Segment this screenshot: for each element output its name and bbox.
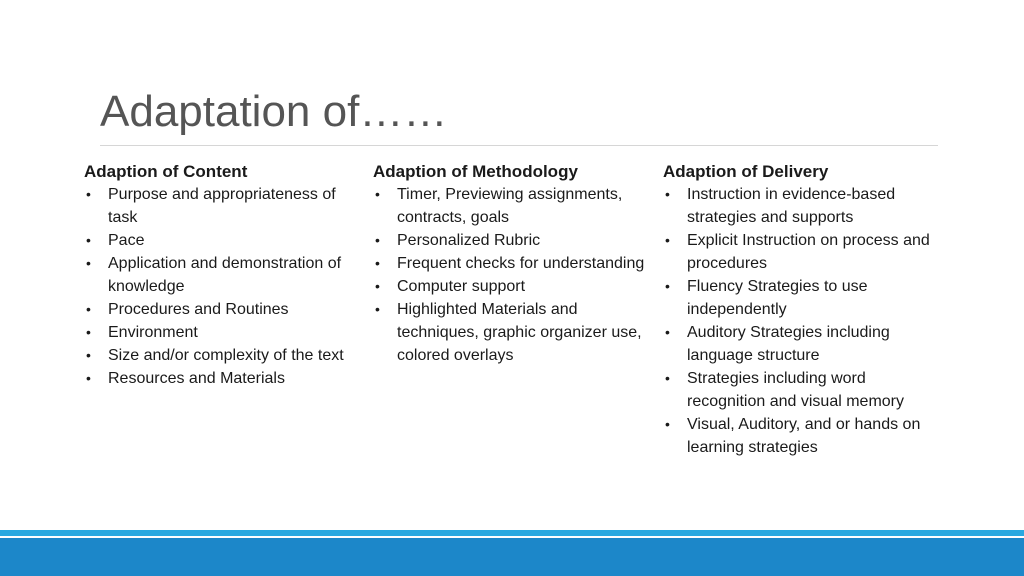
footer-bar xyxy=(0,538,1024,576)
column-heading-delivery: Adaption of Delivery xyxy=(663,162,829,181)
list-item xyxy=(84,183,359,229)
bullet-icon: • xyxy=(665,278,670,294)
bullet-list-delivery xyxy=(663,183,948,459)
list-item-text: Resources and Materials xyxy=(108,370,285,387)
bullet-icon: • xyxy=(665,186,670,202)
bullet-icon: • xyxy=(86,301,91,317)
list-item-text: Personalized Rubric xyxy=(397,232,541,249)
list-item-text: Fluency Strategies to use independently xyxy=(687,278,868,318)
bullet-icon: • xyxy=(86,324,91,340)
list-item xyxy=(373,298,648,367)
list-item-text: Highlighted Materials and techniques, graphic organizer use, colored overlays xyxy=(397,301,642,364)
bullet-icon: • xyxy=(375,255,380,271)
bullet-icon: • xyxy=(86,232,91,248)
list-item xyxy=(373,252,648,275)
list-item-text: Pace xyxy=(108,232,145,249)
list-item xyxy=(663,321,948,367)
list-item xyxy=(84,367,359,390)
column-methodology xyxy=(373,160,648,367)
list-item xyxy=(84,252,359,298)
footer-accent-stripe xyxy=(0,530,1024,536)
list-item-text: Visual, Auditory, and or hands on learning strategies xyxy=(687,416,921,456)
bullet-icon: • xyxy=(665,324,670,340)
list-item xyxy=(663,229,948,275)
column-heading-content: Adaption of Content xyxy=(84,162,248,181)
list-item-text: Application and demonstration of knowledge xyxy=(108,255,342,295)
list-item xyxy=(373,229,648,252)
bullet-icon: • xyxy=(375,232,380,248)
list-item xyxy=(84,344,359,367)
bullet-list-methodology xyxy=(373,183,648,367)
list-item-text: Instruction in evidence-based strategies and supports xyxy=(687,186,896,226)
list-item-text: Auditory Strategies including language structure xyxy=(687,324,890,364)
list-item-text: Strategies including word recognition and visual memory xyxy=(687,370,904,410)
list-item xyxy=(663,183,948,229)
list-item xyxy=(373,275,648,298)
list-item-text: Computer support xyxy=(397,278,526,295)
bullet-list-content xyxy=(84,183,359,390)
list-item-text: Timer, Previewing assignments, contracts, goals xyxy=(397,186,623,226)
bullet-icon: • xyxy=(86,370,91,386)
bullet-icon: • xyxy=(665,416,670,432)
bullet-icon: • xyxy=(665,232,670,248)
column-heading-methodology: Adaption of Methodology xyxy=(373,162,578,181)
list-item xyxy=(663,413,948,459)
column-content xyxy=(84,160,359,390)
list-item xyxy=(84,298,359,321)
list-item-text: Frequent checks for understanding xyxy=(397,255,645,272)
bullet-icon: • xyxy=(375,301,380,317)
bullet-icon: • xyxy=(86,186,91,202)
list-item xyxy=(663,367,948,413)
list-item-text: Procedures and Routines xyxy=(108,301,289,318)
bullet-icon: • xyxy=(86,347,91,363)
list-item xyxy=(84,229,359,252)
list-item xyxy=(373,183,648,229)
list-item-text: Explicit Instruction on process and procedures xyxy=(687,232,930,272)
list-item-text: Purpose and appropriateness of task xyxy=(108,186,336,226)
slide-title: Adaptation of…… xyxy=(100,87,448,136)
column-delivery xyxy=(663,160,948,459)
bullet-icon: • xyxy=(665,370,670,386)
title-divider xyxy=(100,145,938,146)
bullet-icon: • xyxy=(375,278,380,294)
list-item xyxy=(663,275,948,321)
list-item-text: Environment xyxy=(108,324,198,341)
bullet-icon: • xyxy=(86,255,91,271)
bullet-icon: • xyxy=(375,186,380,202)
list-item-text: Size and/or complexity of the text xyxy=(108,347,344,364)
list-item xyxy=(84,321,359,344)
